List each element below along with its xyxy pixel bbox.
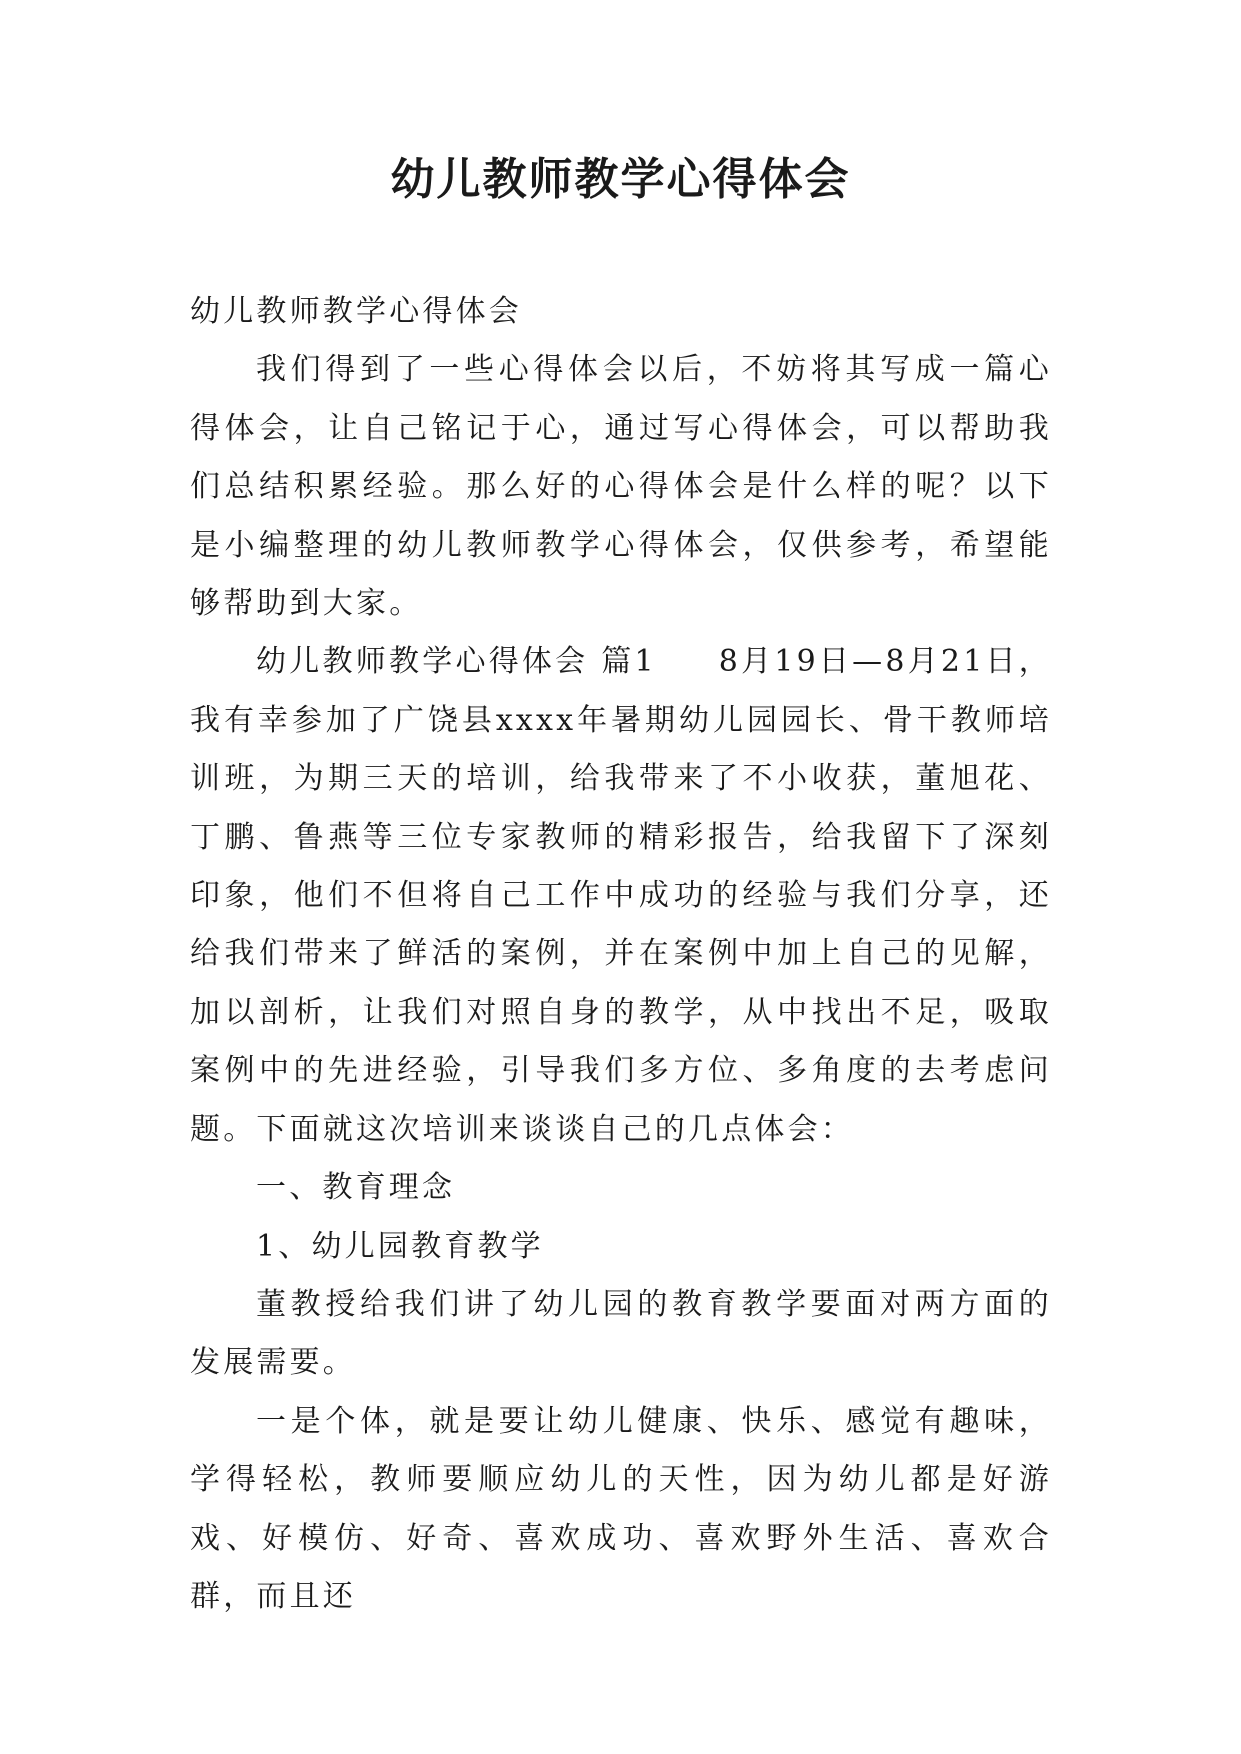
document-title: 幼儿教师教学心得体会	[390, 154, 851, 205]
article-1-paragraph	[190, 633, 1052, 1159]
document-body	[190, 283, 1052, 1626]
subsection-heading-kindergarten-teaching: 1、幼儿园教育教学	[256, 1228, 544, 1264]
body-paragraph: 一是个体，就是要让幼儿健康、快乐、感觉有趣味，学得轻松，教师要顺应幼儿的天性，因为幼儿都是好游戏、好模仿、好奇、喜欢成功、喜欢野外生活、喜欢合群，而且还	[190, 1403, 1052, 1614]
document-subtitle: 幼儿教师教学心得体会	[190, 294, 522, 329]
intro-paragraph: 我们得到了一些心得体会以后，不妨将其写成一篇心得体会，让自己铭记于心，通过写心得体会，可以帮助我们总结积累经验。那么好的心得体会是什么样的呢？以下是小编整理的幼儿教师教学心得体会，仅供参考，希望能够帮助到大家。	[190, 352, 1052, 622]
section-heading-education-concept: 一、教育理念	[256, 1170, 456, 1206]
body-paragraph: 董教授给我们讲了幼儿园的教育教学要面对两方面的发展需要。	[190, 1286, 1052, 1381]
article-heading: 幼儿教师教学心得体会 篇1	[256, 644, 657, 680]
article-1-text: 8月19日—8月21日，我有幸参加了广饶县xxxx年暑期幼儿园园长、骨干教师培训班，为期三天的培训，给我带来了不小收获，董旭花、丁鹏、鲁燕等三位专家教师的精彩报告，给我留下了深刻印象，他们不但将自己工作中成功的经验与我们分享，还给我们带来了鲜活的案例，并在案例中加上自己的见解，加以剖析，让我们对照自身的教学，从中找出不足，吸取案例中的先进经验，引导我们多方位、多角度的去考虑问题。下面就这次培训来谈谈自己的几点体会：	[190, 644, 1052, 1147]
